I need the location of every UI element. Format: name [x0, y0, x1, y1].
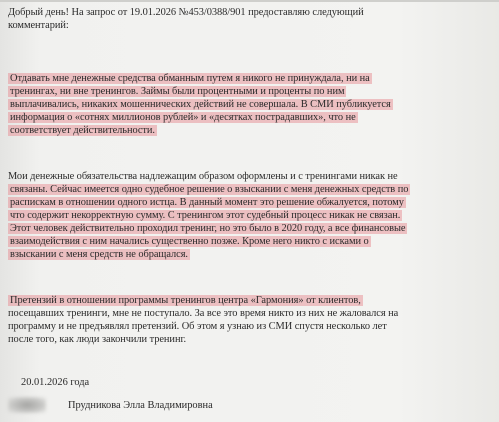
- text-line: Мои денежные обязательства надлежащим образом оформлены и с тренингами никак не: [8, 171, 398, 182]
- highlighted-text: информация о «сотнях миллионов рублей» и «десятках пострадавших», что не: [10, 112, 356, 123]
- highlighted-text: распискам в отношении одного истца. В данный момент это решение обжалуется, потому: [10, 197, 404, 208]
- highlighted-text: Отдавать мне денежные средства обманным путем я никого не принуждала, ни на: [10, 73, 370, 84]
- text-line: [8, 248, 190, 261]
- page-edge: [0, 0, 499, 2]
- highlighted-text: соответствует действительности.: [10, 125, 155, 136]
- highlighted-text: связаны. Сейчас имеется одно судебное решение о взыскании с меня денежных средств по: [10, 184, 409, 195]
- text-line: [8, 196, 406, 209]
- highlighted-text: выплачивались, никаких мошеннических действий не совершала. В СМИ публикуется: [10, 99, 391, 110]
- highlighted-text: Претензий в отношении программы тренингов центра «Гармония» от клиентов,: [10, 295, 361, 306]
- text-line: [8, 111, 358, 124]
- text-line: [8, 209, 402, 222]
- highlighted-text: взаимодействия с ним начались существенно позже. Кроме него никто с исками о: [10, 236, 369, 247]
- text-line: [8, 72, 372, 85]
- text-line: [8, 85, 346, 98]
- document-date: 20.01.2026 года: [21, 377, 90, 388]
- highlighted-text: взыскании с меня средств не обращался.: [10, 249, 188, 260]
- text-line: [8, 124, 157, 137]
- highlighted-text: Этот человек действительно проходил тренинг, но это было в 2020 году, а все финансовые: [10, 223, 406, 234]
- text-line: [8, 294, 363, 307]
- text-line: [8, 222, 407, 235]
- text-line: Добрый день! На запрос от 19.01.2026 №453/0388/901 предоставляю следующий: [8, 7, 364, 18]
- text-line: [8, 235, 371, 248]
- signer-name: Прудникова Элла Владимировна: [68, 400, 213, 411]
- signature-mark: [8, 397, 46, 413]
- text-line: комментарий:: [8, 20, 69, 31]
- text-line: после того, как люди закончили тренинг.: [8, 334, 187, 345]
- text-line: [8, 98, 393, 111]
- text-line: посещавших тренинги, мне не поступало. За все это время никто из них не жаловался на: [8, 308, 399, 319]
- text-line: [8, 183, 410, 196]
- text-line: программу и не предъявлял претензий. Об этом я узнаю из СМИ спустя несколько лет: [8, 321, 387, 332]
- highlighted-text: что содержит некорректную сумму. С тренингом этот судебный процесс никак не связан.: [10, 210, 401, 221]
- highlighted-text: тренингах, ни вне тренингов. Займы были процентными и проценты по ним: [10, 86, 345, 97]
